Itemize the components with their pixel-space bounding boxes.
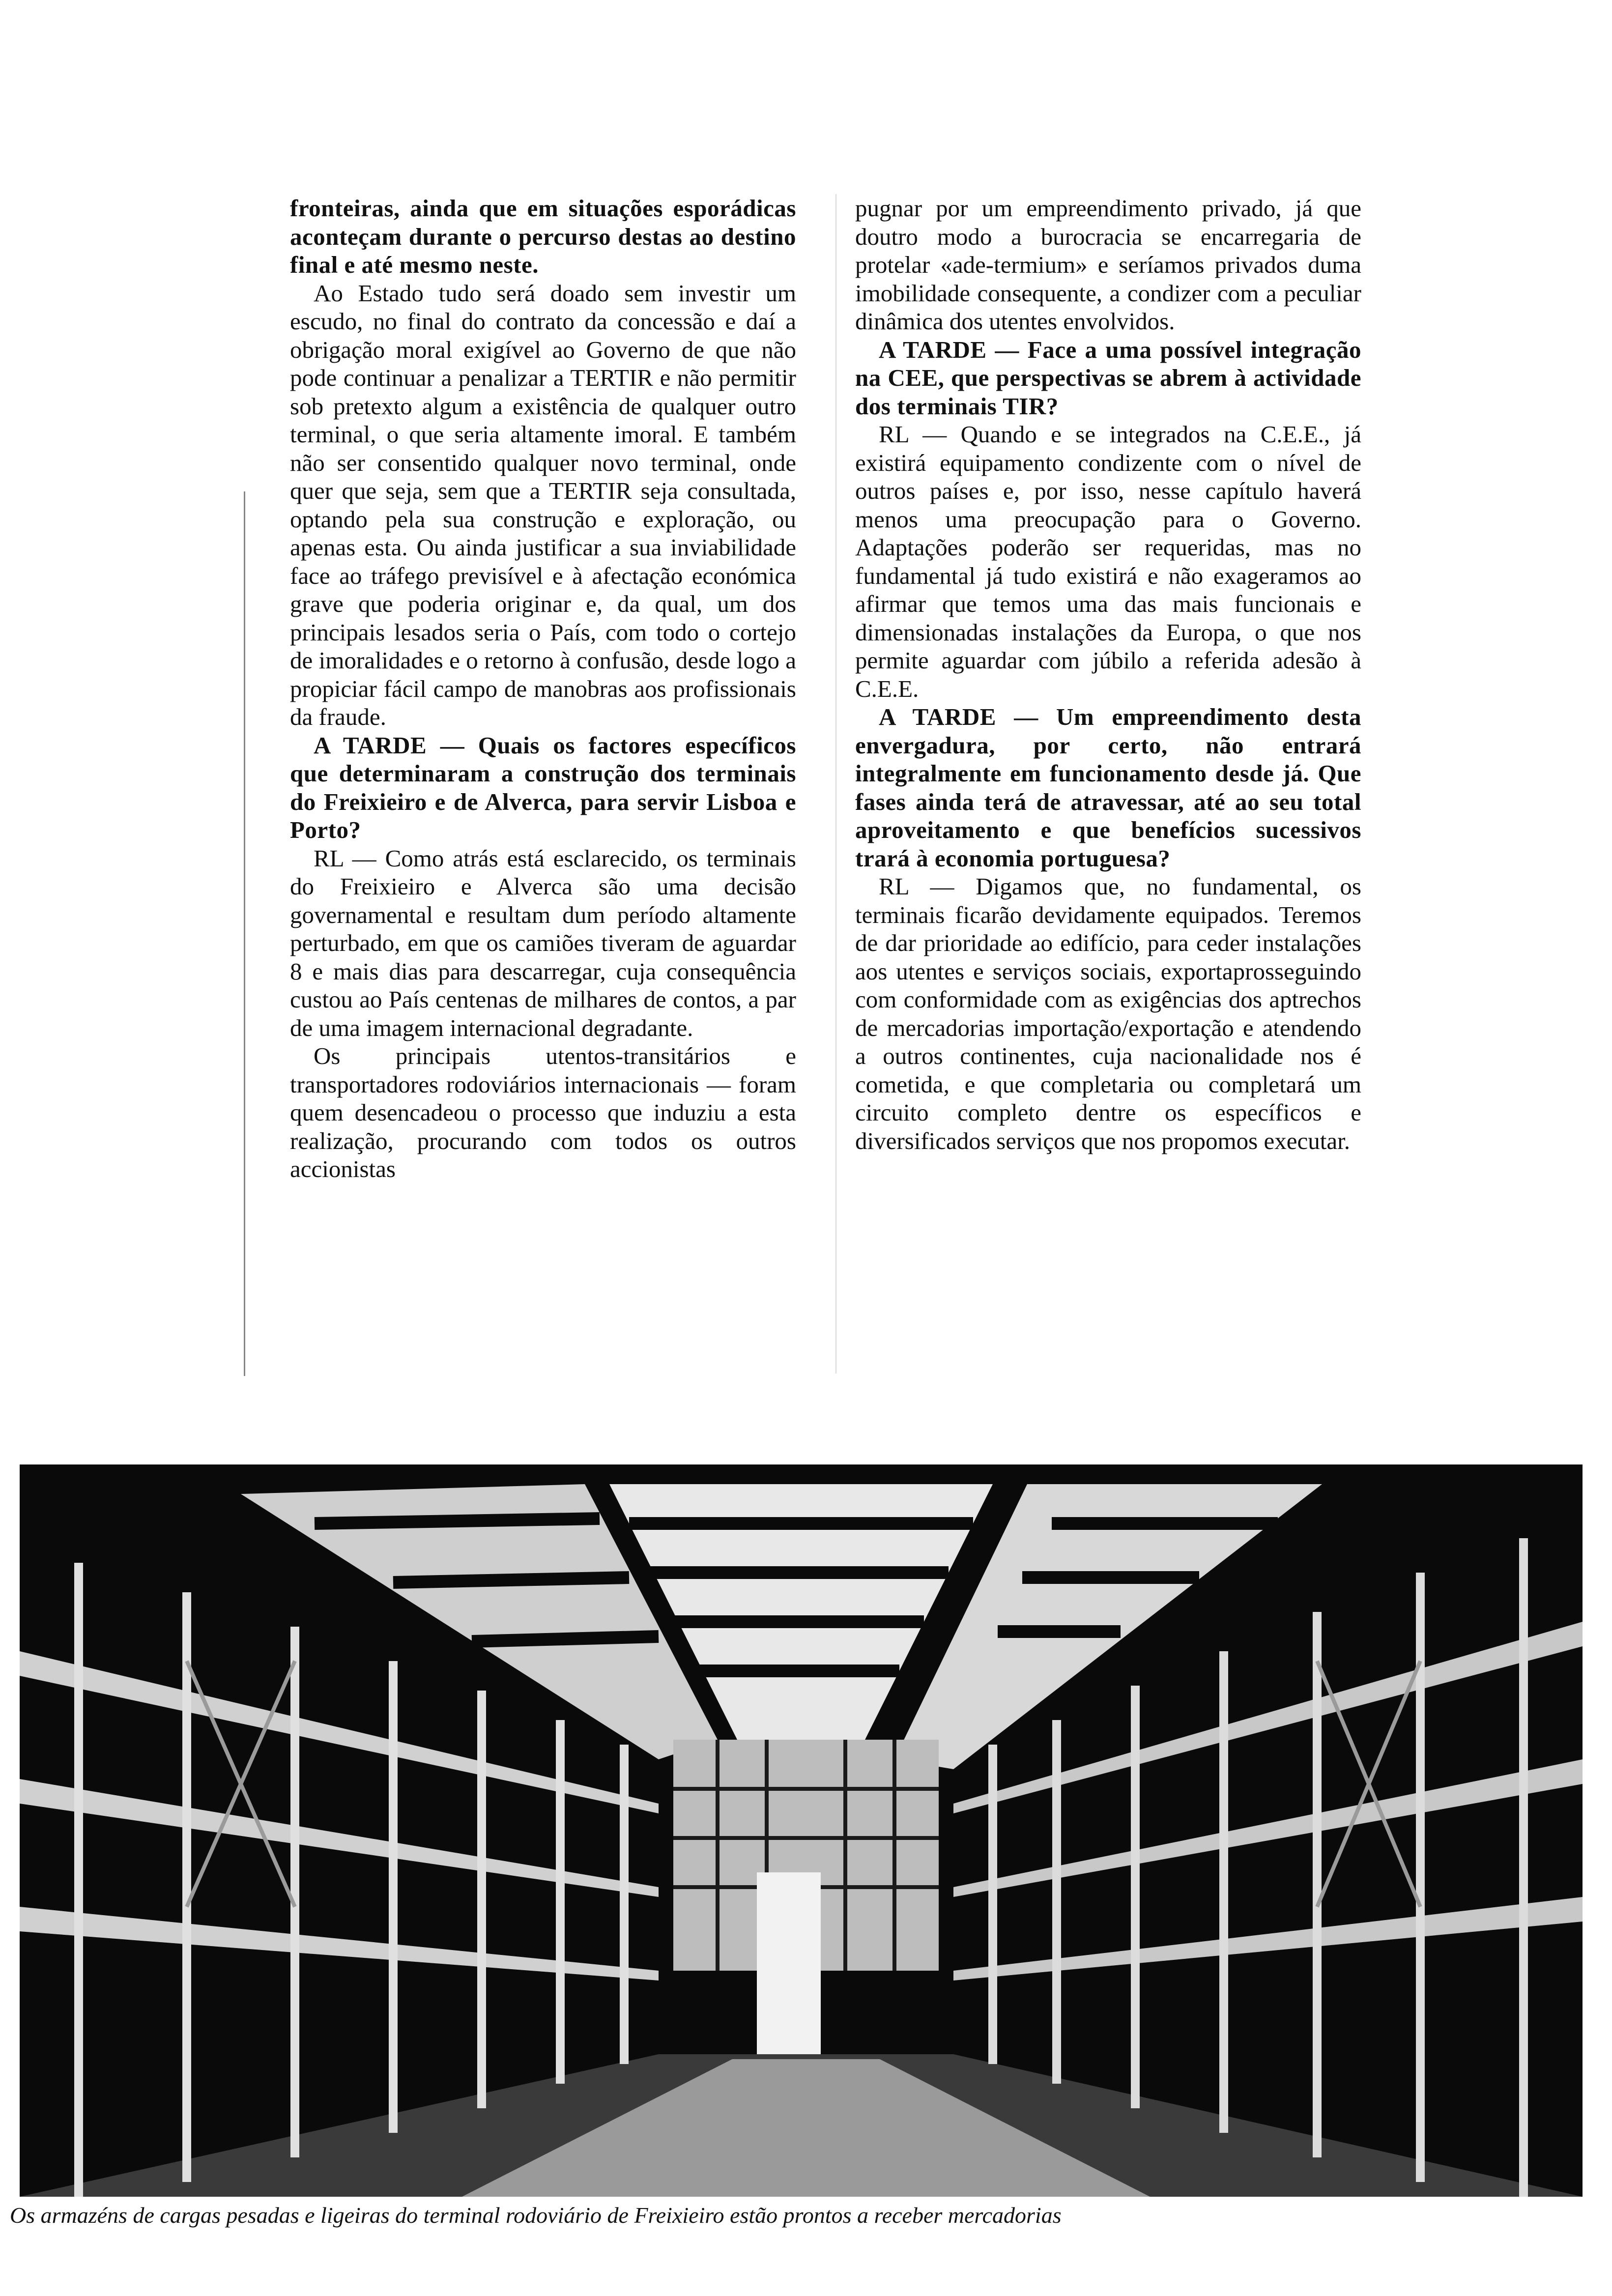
paragraph-answer: RL — Digamos que, no fundamental, os terminais ficarão devidamente equipados. Teremos de dar prioridade ao edifício, para ceder instalações aos utentes e serviços sociais, exportaprosseguindo com conformidade com as exigências dos aptrechos de mercadorias importação/exportação e atendendo a outros continentes, cuja nacionalidade nos é cometida, e que completaria ou completará um circuito completo dentre os específicos e diversificados serviços que nos propomos executar. <box>855 873 1361 1154</box>
paragraph-lead-bold: fronteiras, ainda que em situações esporádicas aconteçam durante o percurso destas ao destino final e até mesmo neste. <box>290 195 796 278</box>
article-column-right <box>855 194 1361 1155</box>
photo-caption: Os armazéns de cargas pesadas e ligeiras do terminal rodoviário de Freixieiro estão prontos a receber mercadorias <box>10 2203 1062 2228</box>
warehouse-interior-image <box>20 1464 1583 2197</box>
paragraph-body: pugnar por um empreendimento privado, já que doutro modo a burocracia se encarregaria de protelar «ade-termium» e seríamos privados duma imobilidade consequente, a condizer com a peculiar dinâmica dos utentes envolvidos. <box>855 195 1361 335</box>
paragraph-body: Ao Estado tudo será doado sem investir um escudo, no final do contrato da concessão e daí a obrigação moral exigível ao Governo de que não pode continuar a penalizar a TERTIR e não permitir sob pretexto algum a existência de qualquer outro terminal, o que seria altamente imoral. E também não ser consentido qualquer novo terminal, onde quer que seja, sem que a TERTIR seja consultada, optando pela sua construção e exploração, ou apenas esta. Ou ainda justificar a sua inviabilidade face ao tráfego previsível e à afectação económica grave que poderia originar e, da qual, um dos principais lesados seria o País, com todo o cortejo de imoralidades e o retorno à confusão, desde logo a propiciar fácil campo de manobras aos profissionais da fraude. <box>290 279 796 730</box>
paragraph-body: Os principais utentos-transitários e transportadores rodoviários internacionais — foram quem desencadeou o processo que induziu a esta realização, procurando com todos os outros accionistas <box>290 1042 796 1182</box>
article-column-left <box>290 194 796 1183</box>
paragraph-answer: RL — Quando e se integrados na C.E.E., já existirá equipamento condizente com o nível de outros países e, por isso, nesse capítulo haverá menos uma preocupação para o Governo. Adaptações poderão ser requeridas, mas no fundamental já tudo existirá e não exageramos ao afirmar que temos uma das mais funcionais e dimensionadas instalações da Europa, o que nos permite aguardar com júbilo a referida adesão à C.E.E. <box>855 421 1361 702</box>
interview-question: A TARDE — Face a uma possível integração na CEE, que perspectivas se abrem à actividade dos terminais TIR? <box>855 336 1361 420</box>
paragraph-answer: RL — Como atrás está esclarecido, os terminais do Freixieiro e Alverca são uma decisão governamental e resultam dum período altamente perturbado, em que os camiões tiveram de aguardar 8 e mais dias para descarregar, cuja consequência custou ao País centenas de milhares de contos, a par de uma imagem internacional degradante. <box>290 844 796 1041</box>
interview-question: A TARDE — Quais os factores específicos que determinaram a construção dos terminais do Freixieiro e de Alverca, para servir Lisboa e Porto? <box>290 731 796 843</box>
warehouse-photo <box>20 1464 1583 2197</box>
margin-rule <box>244 491 245 1376</box>
column-gutter-shadow <box>835 194 836 1374</box>
interview-question: A TARDE — Um empreendimento desta envergadura, por certo, não entrará integralmente em funcionamento desde já. Que fases ainda terá de atravessar, até ao seu total aproveitamento e que benefícios sucessivos trará à economia portuguesa? <box>855 703 1361 872</box>
